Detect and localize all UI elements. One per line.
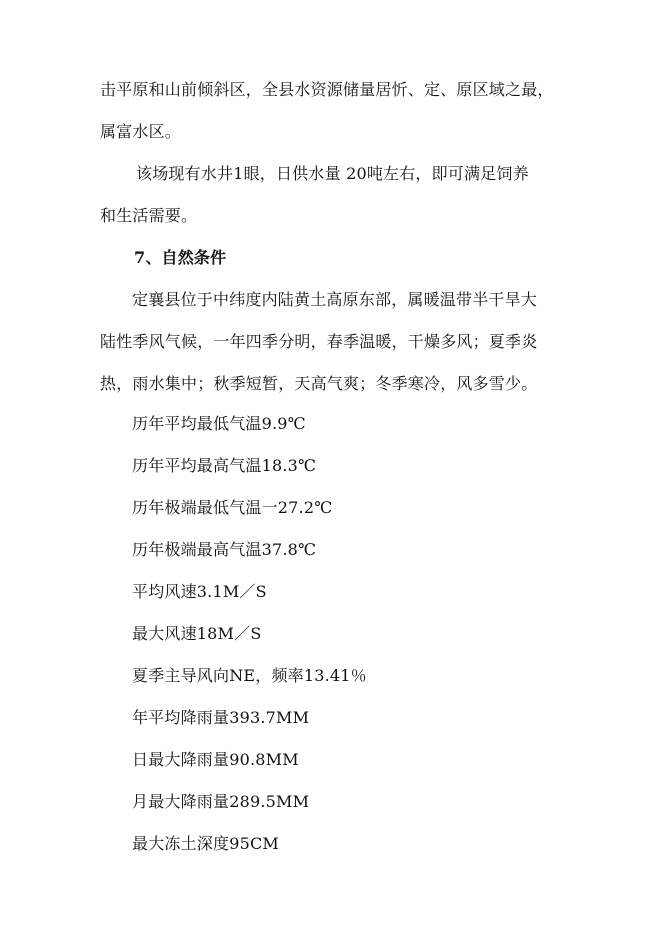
- stat-max-frost-depth: 最大冻土深度95CM: [132, 834, 279, 853]
- climate-paragraph-line-1: 定襄县位于中纬度内陆黄土高原东部，属暖温带半干旱大: [132, 290, 538, 309]
- section-heading: 7、自然条件: [134, 248, 227, 267]
- water-paragraph-line-2: 属富水区。: [100, 122, 182, 141]
- stat-monthly-max-rainfall: 月最大降雨量289.5MM: [132, 792, 310, 811]
- stat-avg-max-temp: 历年平均最高气温18.3℃: [132, 456, 317, 475]
- stat-annual-rainfall: 年平均降雨量393.7MM: [132, 708, 310, 727]
- stat-extreme-min-temp: 历年极端最低气温一27.2℃: [132, 498, 333, 517]
- water-paragraph-line-1: 击平原和山前倾斜区，全县水资源储量居忻、定、原区域之最，: [100, 80, 554, 99]
- stat-avg-min-temp: 历年平均最低气温9.9℃: [132, 414, 306, 433]
- stat-extreme-max-temp: 历年极端最高气温37.8℃: [132, 540, 317, 559]
- climate-paragraph-line-3: 热，雨水集中；秋季短暂，天高气爽；冬季寒冷，风多雪少。: [100, 374, 538, 393]
- stat-max-wind-speed: 最大风速18M／S: [132, 624, 262, 643]
- stat-summer-wind-direction: 夏季主导风向NE，频率13.41％: [132, 666, 367, 685]
- stat-daily-max-rainfall: 日最大降雨量90.8MM: [132, 750, 299, 769]
- well-paragraph-line-1: 该场现有水井1眼，日供水量 20吨左右，即可满足饲养: [136, 164, 529, 183]
- climate-paragraph-line-2: 陆性季风气候，一年四季分明，春季温暖，干燥多风；夏季炎: [100, 332, 538, 351]
- stat-avg-wind-speed: 平均风速3.1M／S: [132, 582, 267, 601]
- well-paragraph-line-2: 和生活需要。: [100, 206, 198, 225]
